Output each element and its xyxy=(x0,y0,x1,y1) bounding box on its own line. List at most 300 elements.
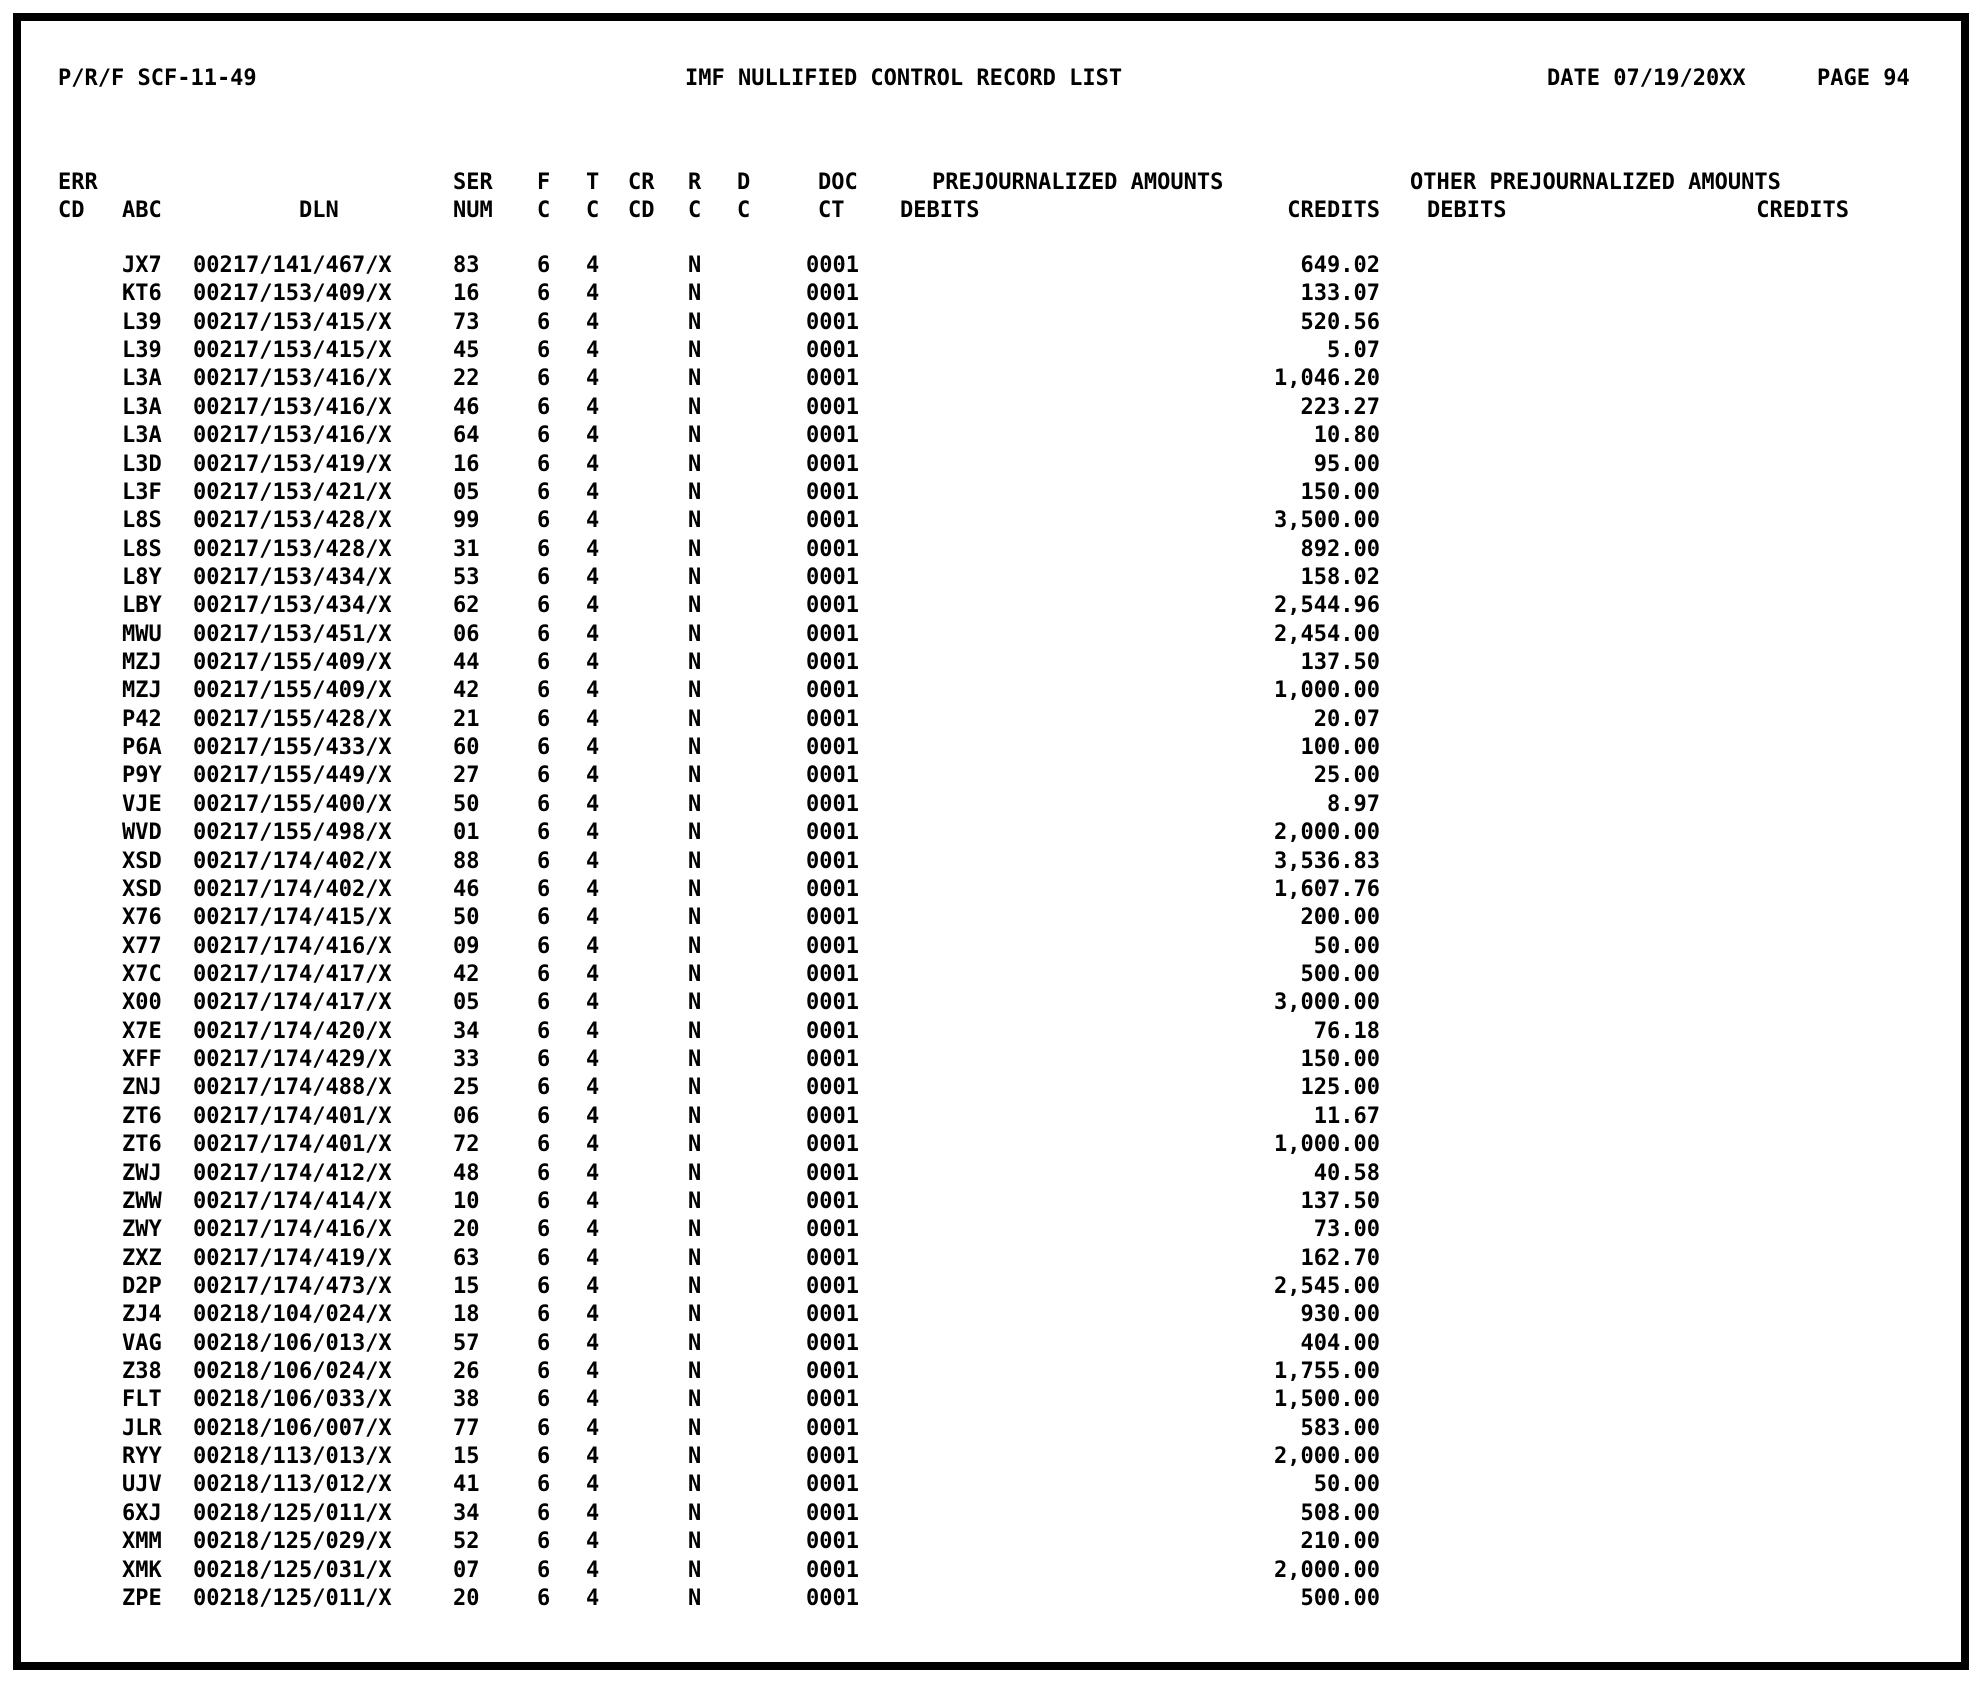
cell-credits: 2,000.00 xyxy=(1274,1557,1380,1583)
cell-err-cd xyxy=(58,1216,122,1244)
cell-other-credits xyxy=(1657,1415,1849,1443)
cell-credits: 76.18 xyxy=(1313,1018,1380,1044)
cell-d-c xyxy=(737,762,804,790)
cell-debits xyxy=(900,876,1230,904)
cell-dln: 00217/153/415/X xyxy=(193,338,392,364)
cell-doc-ct: 0001 xyxy=(806,706,859,732)
cell-other-debits xyxy=(1427,848,1657,876)
cell-f-c: 6 xyxy=(537,1302,551,1328)
cell-other-credits xyxy=(1657,592,1849,620)
cell-credits: 520.56 xyxy=(1300,309,1380,335)
cell-t-c: 4 xyxy=(586,536,600,562)
cell-t-c: 4 xyxy=(586,1472,600,1498)
col-credits: CREDITS xyxy=(1287,198,1380,224)
table-row xyxy=(58,1330,1849,1358)
table-row xyxy=(58,1273,1849,1301)
cell-other-debits xyxy=(1427,1585,1657,1613)
cell-cr-cd xyxy=(628,564,688,592)
cell-doc-ct: 0001 xyxy=(806,1132,859,1158)
cell-cr-cd xyxy=(628,1131,688,1159)
cell-debits xyxy=(900,1160,1230,1188)
cell-other-debits xyxy=(1427,1330,1657,1358)
cell-r-c: N xyxy=(688,564,702,590)
col-doc-ct: CT xyxy=(818,198,845,224)
cell-dln: 00217/174/420/X xyxy=(193,1018,392,1044)
cell-doc-ct: 0001 xyxy=(806,961,859,987)
cell-t-c: 4 xyxy=(586,706,600,732)
cell-f-c: 6 xyxy=(537,1359,551,1385)
cell-other-credits xyxy=(1657,706,1849,734)
cell-abc: L3A xyxy=(122,366,162,392)
cell-err-cd xyxy=(58,961,122,989)
cell-abc: MZJ xyxy=(122,678,162,704)
cell-r-c: N xyxy=(688,905,702,931)
cell-r-c: N xyxy=(688,1217,702,1243)
cell-ser-num: 48 xyxy=(453,1160,480,1186)
cell-r-c: N xyxy=(688,451,702,477)
cell-dln: 00217/174/416/X xyxy=(193,1217,392,1243)
cell-abc: LBY xyxy=(122,593,162,619)
table-row xyxy=(58,422,1849,450)
cell-abc: WVD xyxy=(122,820,162,846)
cell-dln: 00218/113/012/X xyxy=(193,1472,392,1498)
cell-credits: 200.00 xyxy=(1300,905,1380,931)
cell-debits xyxy=(900,677,1230,705)
cell-f-c: 6 xyxy=(537,508,551,534)
col-r-c: C xyxy=(688,198,702,224)
table-row xyxy=(58,564,1849,592)
table-row xyxy=(58,479,1849,507)
cell-t-c: 4 xyxy=(586,564,600,590)
table-row xyxy=(58,762,1849,790)
cell-other-credits xyxy=(1657,933,1849,961)
cell-gap xyxy=(1380,365,1427,393)
cell-credits: 404.00 xyxy=(1300,1330,1380,1356)
cell-doc-ct: 0001 xyxy=(806,621,859,647)
cell-dln: 00217/174/488/X xyxy=(193,1075,392,1101)
cell-err-cd xyxy=(58,621,122,649)
cell-other-debits xyxy=(1427,1386,1657,1414)
cell-gap xyxy=(1380,337,1427,365)
table-row xyxy=(58,961,1849,989)
cell-f-c: 6 xyxy=(537,706,551,732)
cell-other-credits xyxy=(1657,1301,1849,1329)
cell-r-c: N xyxy=(688,876,702,902)
cell-r-c: N xyxy=(688,1472,702,1498)
cell-ser-num: 50 xyxy=(453,905,480,931)
cell-err-cd xyxy=(58,1245,122,1273)
cell-t-c: 4 xyxy=(586,1160,600,1186)
cell-credits: 150.00 xyxy=(1300,1047,1380,1073)
cell-err-cd xyxy=(58,252,122,280)
cell-abc: JX7 xyxy=(122,253,162,278)
cell-ser-num: 88 xyxy=(453,848,480,874)
cell-abc: L8S xyxy=(122,536,162,562)
cell-debits xyxy=(900,1018,1230,1046)
cell-r-c: N xyxy=(688,763,702,789)
cell-ser-num: 10 xyxy=(453,1188,480,1214)
cell-dln: 00217/174/402/X xyxy=(193,848,392,874)
cell-debits xyxy=(900,1528,1230,1556)
cell-d-c xyxy=(737,1018,804,1046)
cell-d-c xyxy=(737,961,804,989)
cell-d-c xyxy=(737,1046,804,1074)
cell-credits: 125.00 xyxy=(1300,1075,1380,1101)
cell-abc: FLT xyxy=(122,1387,162,1413)
cell-doc-ct: 0001 xyxy=(806,791,859,817)
cell-ser-num: 21 xyxy=(453,706,480,732)
cell-debits xyxy=(900,621,1230,649)
cell-other-credits xyxy=(1657,1245,1849,1273)
cell-debits xyxy=(900,280,1230,308)
table-row xyxy=(58,621,1849,649)
cell-err-cd xyxy=(58,904,122,932)
cell-t-c: 4 xyxy=(586,1132,600,1158)
cell-r-c: N xyxy=(688,1075,702,1101)
cell-d-c xyxy=(737,592,804,620)
cell-d-c xyxy=(737,1358,804,1386)
cell-cr-cd xyxy=(628,734,688,762)
cell-other-debits xyxy=(1427,1188,1657,1216)
cell-f-c: 6 xyxy=(537,451,551,477)
cell-d-c xyxy=(737,1273,804,1301)
cell-gap xyxy=(1380,280,1427,308)
col-dln: DLN xyxy=(299,198,339,224)
cell-err-cd xyxy=(58,365,122,393)
cell-f-c: 6 xyxy=(537,905,551,931)
cell-dln: 00217/153/421/X xyxy=(193,479,392,505)
cell-abc: RYY xyxy=(122,1444,162,1470)
cell-r-c: N xyxy=(688,1302,702,1328)
cell-credits: 40.58 xyxy=(1313,1160,1380,1186)
cell-t-c: 4 xyxy=(586,1500,600,1526)
cell-other-debits xyxy=(1427,564,1657,592)
cell-d-c xyxy=(737,1415,804,1443)
cell-other-debits xyxy=(1427,1046,1657,1074)
table-row xyxy=(58,592,1849,620)
cell-other-debits xyxy=(1427,1160,1657,1188)
cell-ser-num: 42 xyxy=(453,961,480,987)
cell-dln: 00217/153/416/X xyxy=(193,366,392,392)
cell-t-c: 4 xyxy=(586,848,600,874)
cell-r-c: N xyxy=(688,990,702,1016)
cell-other-credits xyxy=(1657,1443,1849,1471)
cell-other-credits xyxy=(1657,904,1849,932)
cell-err-cd xyxy=(58,592,122,620)
cell-cr-cd xyxy=(628,1443,688,1471)
cell-r-c: N xyxy=(688,1585,702,1611)
cell-gap xyxy=(1380,762,1427,790)
cell-gap xyxy=(1380,904,1427,932)
cell-t-c: 4 xyxy=(586,1557,600,1583)
cell-t-c: 4 xyxy=(586,990,600,1016)
cell-other-debits xyxy=(1427,904,1657,932)
cell-d-c xyxy=(737,848,804,876)
cell-err-cd xyxy=(58,1160,122,1188)
cell-t-c: 4 xyxy=(586,309,600,335)
cell-t-c: 4 xyxy=(586,253,600,278)
cell-other-debits xyxy=(1427,706,1657,734)
cell-t-c: 4 xyxy=(586,1217,600,1243)
report-content xyxy=(21,21,1961,1662)
cell-d-c xyxy=(737,1188,804,1216)
cell-credits: 50.00 xyxy=(1313,1472,1380,1498)
cell-ser-num: 46 xyxy=(453,876,480,902)
cell-gap xyxy=(1380,252,1427,280)
cell-r-c: N xyxy=(688,1103,702,1129)
cell-err-cd xyxy=(58,734,122,762)
cell-doc-ct: 0001 xyxy=(806,1387,859,1413)
col-cr-cd: CD xyxy=(628,198,655,224)
cell-debits xyxy=(900,1386,1230,1414)
cell-other-credits xyxy=(1657,422,1849,450)
table-row xyxy=(58,1018,1849,1046)
cell-credits: 930.00 xyxy=(1300,1302,1380,1328)
cell-d-c xyxy=(737,791,804,819)
cell-dln: 00217/153/434/X xyxy=(193,593,392,619)
cell-gap xyxy=(1380,706,1427,734)
cell-credits: 5.07 xyxy=(1327,338,1380,364)
cell-cr-cd xyxy=(628,1273,688,1301)
cell-other-credits xyxy=(1657,536,1849,564)
cell-gap xyxy=(1380,1500,1427,1528)
cell-err-cd xyxy=(58,280,122,308)
cell-debits xyxy=(900,933,1230,961)
cell-f-c: 6 xyxy=(537,791,551,817)
cell-credits: 892.00 xyxy=(1300,536,1380,562)
cell-other-credits xyxy=(1657,394,1849,422)
cell-err-cd xyxy=(58,564,122,592)
cell-credits: 583.00 xyxy=(1300,1415,1380,1441)
cell-abc: L3D xyxy=(122,451,162,477)
cell-credits: 25.00 xyxy=(1313,763,1380,789)
cell-f-c: 6 xyxy=(537,394,551,420)
cell-other-debits xyxy=(1427,252,1657,280)
cell-abc: P42 xyxy=(122,706,162,732)
cell-t-c: 4 xyxy=(586,281,600,307)
cell-err-cd xyxy=(58,876,122,904)
cell-f-c: 6 xyxy=(537,1160,551,1186)
cell-abc: XMM xyxy=(122,1529,162,1555)
cell-gap xyxy=(1380,309,1427,337)
cell-dln: 00217/155/409/X xyxy=(193,650,392,676)
cell-r-c: N xyxy=(688,1500,702,1526)
cell-abc: KT6 xyxy=(122,281,162,307)
cell-t-c: 4 xyxy=(586,621,600,647)
cell-err-cd xyxy=(58,309,122,337)
cell-t-c: 4 xyxy=(586,1415,600,1441)
cell-doc-ct: 0001 xyxy=(806,593,859,619)
cell-dln: 00217/155/428/X xyxy=(193,706,392,732)
cell-gap xyxy=(1380,451,1427,479)
cell-r-c: N xyxy=(688,1273,702,1299)
table-row xyxy=(58,1358,1849,1386)
cell-ser-num: 38 xyxy=(453,1387,480,1413)
cell-abc: XSD xyxy=(122,848,162,874)
col-gap xyxy=(1380,197,1427,225)
cell-abc: MZJ xyxy=(122,650,162,676)
cell-d-c xyxy=(737,734,804,762)
cell-r-c: N xyxy=(688,961,702,987)
cell-ser-num: 52 xyxy=(453,1529,480,1555)
cell-doc-ct: 0001 xyxy=(806,366,859,392)
cell-abc: Z38 xyxy=(122,1359,162,1385)
cell-cr-cd xyxy=(628,479,688,507)
table-row xyxy=(58,365,1849,393)
cell-err-cd xyxy=(58,1528,122,1556)
cell-abc: MWU xyxy=(122,621,162,647)
cell-dln: 00217/174/429/X xyxy=(193,1047,392,1073)
cell-ser-num: 20 xyxy=(453,1585,480,1611)
cell-f-c: 6 xyxy=(537,678,551,704)
cell-r-c: N xyxy=(688,1529,702,1555)
cell-doc-ct: 0001 xyxy=(806,1302,859,1328)
cell-dln: 00217/155/409/X xyxy=(193,678,392,704)
cell-err-cd xyxy=(58,507,122,535)
cell-other-debits xyxy=(1427,1500,1657,1528)
col-f-c: C xyxy=(537,198,551,224)
cell-cr-cd xyxy=(628,1216,688,1244)
cell-ser-num: 15 xyxy=(453,1444,480,1470)
cell-ser-num: 72 xyxy=(453,1132,480,1158)
cell-f-c: 6 xyxy=(537,1047,551,1073)
cell-other-debits xyxy=(1427,507,1657,535)
table-row xyxy=(58,1301,1849,1329)
cell-debits xyxy=(900,1415,1230,1443)
cell-d-c xyxy=(737,1585,804,1613)
col-err: ERR xyxy=(58,170,98,195)
cell-dln: 00217/155/400/X xyxy=(193,791,392,817)
cell-abc: P9Y xyxy=(122,763,162,789)
cell-other-debits xyxy=(1427,592,1657,620)
cell-t-c: 4 xyxy=(586,650,600,676)
cell-other-debits xyxy=(1427,734,1657,762)
cell-cr-cd xyxy=(628,989,688,1017)
cell-f-c: 6 xyxy=(537,536,551,562)
cell-doc-ct: 0001 xyxy=(806,309,859,335)
cell-other-credits xyxy=(1657,1018,1849,1046)
col-d: D xyxy=(737,170,751,195)
cell-abc: L8S xyxy=(122,508,162,534)
cell-doc-ct: 0001 xyxy=(806,253,859,278)
cell-credits: 11.67 xyxy=(1313,1103,1380,1129)
cell-debits xyxy=(900,1471,1230,1499)
cell-debits xyxy=(900,1074,1230,1102)
cell-f-c: 6 xyxy=(537,933,551,959)
cell-other-credits xyxy=(1657,1103,1849,1131)
cell-err-cd xyxy=(58,933,122,961)
cell-abc: 6XJ xyxy=(122,1500,162,1526)
cell-ser-num: 44 xyxy=(453,650,480,676)
cell-t-c: 4 xyxy=(586,508,600,534)
cell-other-debits xyxy=(1427,422,1657,450)
cell-cr-cd xyxy=(628,933,688,961)
cell-f-c: 6 xyxy=(537,1103,551,1129)
cell-credits: 508.00 xyxy=(1300,1500,1380,1526)
cell-err-cd xyxy=(58,394,122,422)
cell-debits xyxy=(900,479,1230,507)
cell-err-cd xyxy=(58,451,122,479)
cell-r-c: N xyxy=(688,1415,702,1441)
cell-ser-num: 73 xyxy=(453,309,480,335)
cell-debits xyxy=(900,536,1230,564)
table-row xyxy=(58,876,1849,904)
table-row xyxy=(58,1415,1849,1443)
cell-other-credits xyxy=(1657,564,1849,592)
cell-f-c: 6 xyxy=(537,820,551,846)
cell-other-credits xyxy=(1657,1358,1849,1386)
cell-cr-cd xyxy=(628,904,688,932)
cell-debits xyxy=(900,1358,1230,1386)
cell-cr-cd xyxy=(628,1557,688,1585)
col-other-credits: CREDITS xyxy=(1756,198,1849,224)
cell-debits xyxy=(900,451,1230,479)
cell-other-debits xyxy=(1427,961,1657,989)
cell-other-credits xyxy=(1657,621,1849,649)
cell-err-cd xyxy=(58,1358,122,1386)
cell-t-c: 4 xyxy=(586,1359,600,1385)
cell-doc-ct: 0001 xyxy=(806,990,859,1016)
cell-other-credits xyxy=(1657,1160,1849,1188)
cell-credits: 1,000.00 xyxy=(1274,678,1380,704)
cell-other-debits xyxy=(1427,280,1657,308)
cell-t-c: 4 xyxy=(586,593,600,619)
cell-other-debits xyxy=(1427,337,1657,365)
cell-d-c xyxy=(737,1216,804,1244)
cell-f-c: 6 xyxy=(537,338,551,364)
cell-ser-num: 53 xyxy=(453,564,480,590)
cell-f-c: 6 xyxy=(537,1245,551,1271)
cell-other-debits xyxy=(1427,365,1657,393)
cell-ser-num: 50 xyxy=(453,791,480,817)
cell-f-c: 6 xyxy=(537,1557,551,1583)
cell-err-cd xyxy=(58,677,122,705)
cell-gap xyxy=(1380,1188,1427,1216)
cell-abc: X77 xyxy=(122,933,162,959)
cell-gap xyxy=(1380,677,1427,705)
cell-err-cd xyxy=(58,1500,122,1528)
cell-d-c xyxy=(737,1386,804,1414)
cell-r-c: N xyxy=(688,650,702,676)
cell-doc-ct: 0001 xyxy=(806,650,859,676)
table-row xyxy=(58,989,1849,1017)
cell-f-c: 6 xyxy=(537,309,551,335)
cell-f-c: 6 xyxy=(537,1188,551,1214)
cell-debits xyxy=(900,1188,1230,1216)
cell-other-debits xyxy=(1427,1528,1657,1556)
cell-abc: D2P xyxy=(122,1273,162,1299)
cell-r-c: N xyxy=(688,791,702,817)
cell-d-c xyxy=(737,365,804,393)
cell-r-c: N xyxy=(688,1557,702,1583)
table-row xyxy=(58,1500,1849,1528)
cell-d-c xyxy=(737,422,804,450)
cell-r-c: N xyxy=(688,621,702,647)
cell-err-cd xyxy=(58,649,122,677)
cell-doc-ct: 0001 xyxy=(806,1075,859,1101)
cell-gap xyxy=(1380,1160,1427,1188)
col-cr: CR xyxy=(628,170,655,195)
cell-other-credits xyxy=(1657,337,1849,365)
table-row xyxy=(58,1188,1849,1216)
cell-other-credits xyxy=(1657,309,1849,337)
cell-credits: 1,607.76 xyxy=(1274,876,1380,902)
cell-f-c: 6 xyxy=(537,564,551,590)
cell-doc-ct: 0001 xyxy=(806,1529,859,1555)
col-abc: ABC xyxy=(122,198,162,224)
cell-other-credits xyxy=(1657,1585,1849,1613)
cell-ser-num: 16 xyxy=(453,451,480,477)
